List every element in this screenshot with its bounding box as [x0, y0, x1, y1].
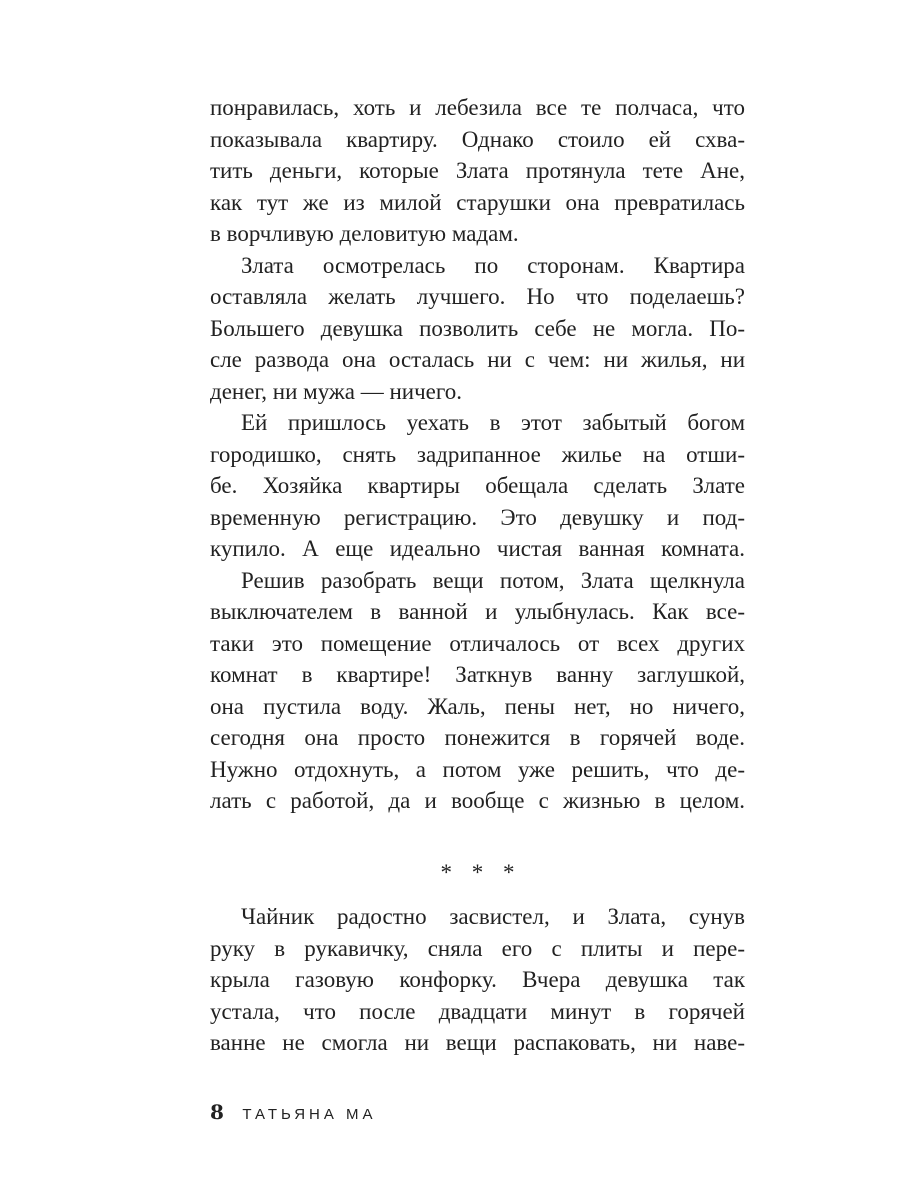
text-line: купило. А еще идеально чистая ванная комната. [210, 536, 745, 561]
running-author: ТАТЬЯНА МА [242, 1106, 377, 1123]
page-number: 8 [210, 1100, 224, 1124]
text-line: Чайник радостно засвистел, и Злата, сунув [241, 904, 745, 929]
text-block-2 [210, 901, 745, 1059]
text-line: выключателем в ванной и улыбнулась. Как все- [210, 599, 745, 624]
text-line: тить деньги, которые Злата протянула тете Ане, [210, 158, 745, 183]
text-line: ванне не смогла ни вещи распаковать, ни наве- [210, 1030, 745, 1055]
text-line: она пустила воду. Жаль, пены нет, но ничего, [210, 693, 745, 719]
text-line: бе. Хозяйка квартиры обещала сделать Злате [210, 473, 745, 498]
text-line: городишко, снять задрипанное жилье на отши- [210, 441, 745, 467]
text-line: комнат в квартире! Заткнув ванну заглушкой, [210, 662, 745, 687]
text-line: Нужно отдохнуть, а потом уже решить, что де- [210, 756, 745, 782]
text-line: Большего девушка позволить себе не могла. По- [210, 315, 745, 341]
text-line: лать с работой, да и вообще с жизнью в целом. [210, 788, 745, 813]
text-line: устала, что после двадцати минут в горячей [210, 998, 745, 1024]
text-line: понравилась, хоть и лебезила все те полчаса, что [210, 95, 745, 120]
page-footer [210, 1098, 377, 1126]
text-line: денег, ни мужа — ничего. [210, 378, 462, 404]
text-line: Злата осмотрелась по сторонам. Квартира [241, 252, 745, 278]
text-block-1 [210, 92, 745, 817]
text-line: Решив разобрать вещи потом, Злата щелкнула [241, 567, 745, 593]
text-line: руку в рукавичку, сняла его с плиты и пере- [210, 935, 745, 961]
text-line: показывала квартиру. Однако стоило ей схва- [210, 126, 745, 152]
text-line: в ворчливую деловитую мадам. [210, 221, 519, 246]
text-line: временную регистрацию. Это девушку и под- [210, 504, 745, 530]
text-line: крыла газовую конфорку. Вчера девушка так [210, 967, 745, 992]
page-body [210, 92, 745, 1059]
text-line: как тут же из милой старушки она превратилась [210, 189, 745, 215]
text-line: сегодня она просто понежится в горячей воде. [210, 725, 745, 750]
text-line: сле развода она осталась ни с чем: ни жилья, ни [210, 347, 745, 372]
text-line: Ей пришлось уехать в этот забытый богом [241, 410, 745, 435]
text-line: таки это помещение отличалось от всех других [210, 630, 745, 656]
text-line: оставляла желать лучшего. Но что поделаешь? [210, 284, 745, 309]
section-separator: * * * [440, 859, 515, 885]
